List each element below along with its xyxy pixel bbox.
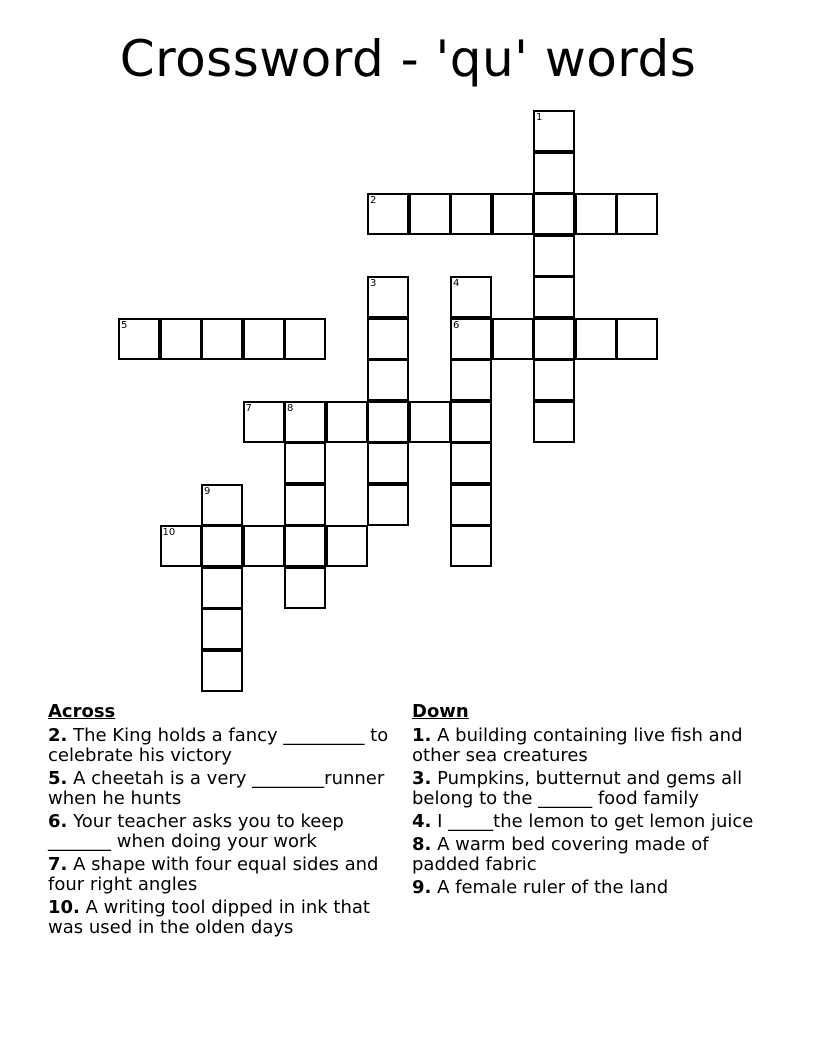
clue-down-4: 4. I _____the lemon to get lemon juice xyxy=(412,811,754,832)
grid-cell[interactable] xyxy=(450,359,492,401)
grid-cell[interactable] xyxy=(409,193,451,235)
grid-cell[interactable] xyxy=(118,318,160,360)
grid-cell[interactable] xyxy=(367,401,409,443)
grid-cell[interactable] xyxy=(616,193,658,235)
grid-cell[interactable] xyxy=(243,401,285,443)
grid-cell[interactable] xyxy=(616,318,658,360)
cell-number: 8 xyxy=(287,402,294,414)
cell-number: 1 xyxy=(536,112,543,123)
page-title: Crossword - 'qu' words xyxy=(119,30,697,88)
grid-cell[interactable] xyxy=(201,318,243,360)
across-heading: Across xyxy=(48,701,116,722)
grid-cell[interactable] xyxy=(201,567,243,609)
grid-cell[interactable] xyxy=(243,525,285,567)
grid-cell[interactable] xyxy=(284,318,326,360)
cell-number: 2 xyxy=(370,195,377,206)
grid-cell[interactable] xyxy=(409,401,451,443)
grid-cell[interactable] xyxy=(575,318,617,360)
grid-cell[interactable] xyxy=(450,318,492,360)
cell-number: 6 xyxy=(453,319,460,331)
down-heading: Down xyxy=(412,701,469,722)
cell-number: 7 xyxy=(245,402,252,414)
grid-cell[interactable] xyxy=(533,110,575,152)
grid-cell[interactable] xyxy=(201,484,243,526)
clue-across-6: 6. Your teacher asks you to keep _______ when doing your work xyxy=(48,811,344,852)
grid-cell[interactable] xyxy=(575,193,617,235)
grid-cell[interactable] xyxy=(450,401,492,443)
across-clues xyxy=(48,702,408,941)
grid-cell[interactable] xyxy=(284,525,326,567)
grid-cell[interactable] xyxy=(367,318,409,360)
grid-cell[interactable] xyxy=(450,525,492,567)
grid-cell[interactable] xyxy=(243,318,285,360)
cell-number: 4 xyxy=(453,278,460,289)
clue-across-7: 7. A shape with four equal sides and four right angles xyxy=(48,854,379,895)
grid-cell[interactable] xyxy=(367,276,409,318)
grid-cell[interactable] xyxy=(450,193,492,235)
grid-cell[interactable] xyxy=(367,359,409,401)
grid-cell[interactable] xyxy=(367,484,409,526)
grid-cell[interactable] xyxy=(492,318,534,360)
grid-cell[interactable] xyxy=(533,401,575,443)
clue-down-1: 1. A building containing live fish and other sea creatures xyxy=(412,725,743,766)
grid-cell[interactable] xyxy=(201,608,243,650)
grid-cell[interactable] xyxy=(284,567,326,609)
grid-cell[interactable] xyxy=(160,525,202,567)
cell-number: 5 xyxy=(121,319,128,331)
clue-across-5: 5. A cheetah is a very ________runner when he hunts xyxy=(48,768,385,809)
grid-cell[interactable] xyxy=(367,442,409,484)
grid-cell[interactable] xyxy=(533,152,575,194)
grid-cell[interactable] xyxy=(450,276,492,318)
clue-down-8: 8. A warm bed covering made of padded fabric xyxy=(412,834,709,875)
grid-cell[interactable] xyxy=(533,359,575,401)
grid-cell[interactable] xyxy=(160,318,202,360)
clue-down-9: 9. A female ruler of the land xyxy=(412,877,669,898)
grid-cell[interactable] xyxy=(533,235,575,277)
cell-number: 9 xyxy=(204,485,211,497)
grid-cell[interactable] xyxy=(367,193,409,235)
cell-number: 10 xyxy=(162,527,176,538)
grid-cell[interactable] xyxy=(284,484,326,526)
grid-cell[interactable] xyxy=(450,442,492,484)
grid-cell[interactable] xyxy=(201,525,243,567)
grid-cell[interactable] xyxy=(326,525,368,567)
grid-cell[interactable] xyxy=(201,650,243,692)
clue-across-10: 10. A writing tool dipped in ink that was used in the olden days xyxy=(48,897,370,938)
grid-cell[interactable] xyxy=(326,401,368,443)
grid-cell[interactable] xyxy=(533,318,575,360)
clue-down-3: 3. Pumpkins, butternut and gems all belong to the ______ food family xyxy=(412,768,743,809)
grid-cell[interactable] xyxy=(533,193,575,235)
grid-cell[interactable] xyxy=(450,484,492,526)
cell-number: 3 xyxy=(370,278,377,289)
grid-cell[interactable] xyxy=(284,401,326,443)
grid-cell[interactable] xyxy=(492,193,534,235)
clue-across-2: 2. The King holds a fancy _________ to celebrate his victory xyxy=(48,725,389,766)
grid-cell[interactable] xyxy=(284,442,326,484)
grid-cell[interactable] xyxy=(533,276,575,318)
down-clues xyxy=(412,702,772,901)
